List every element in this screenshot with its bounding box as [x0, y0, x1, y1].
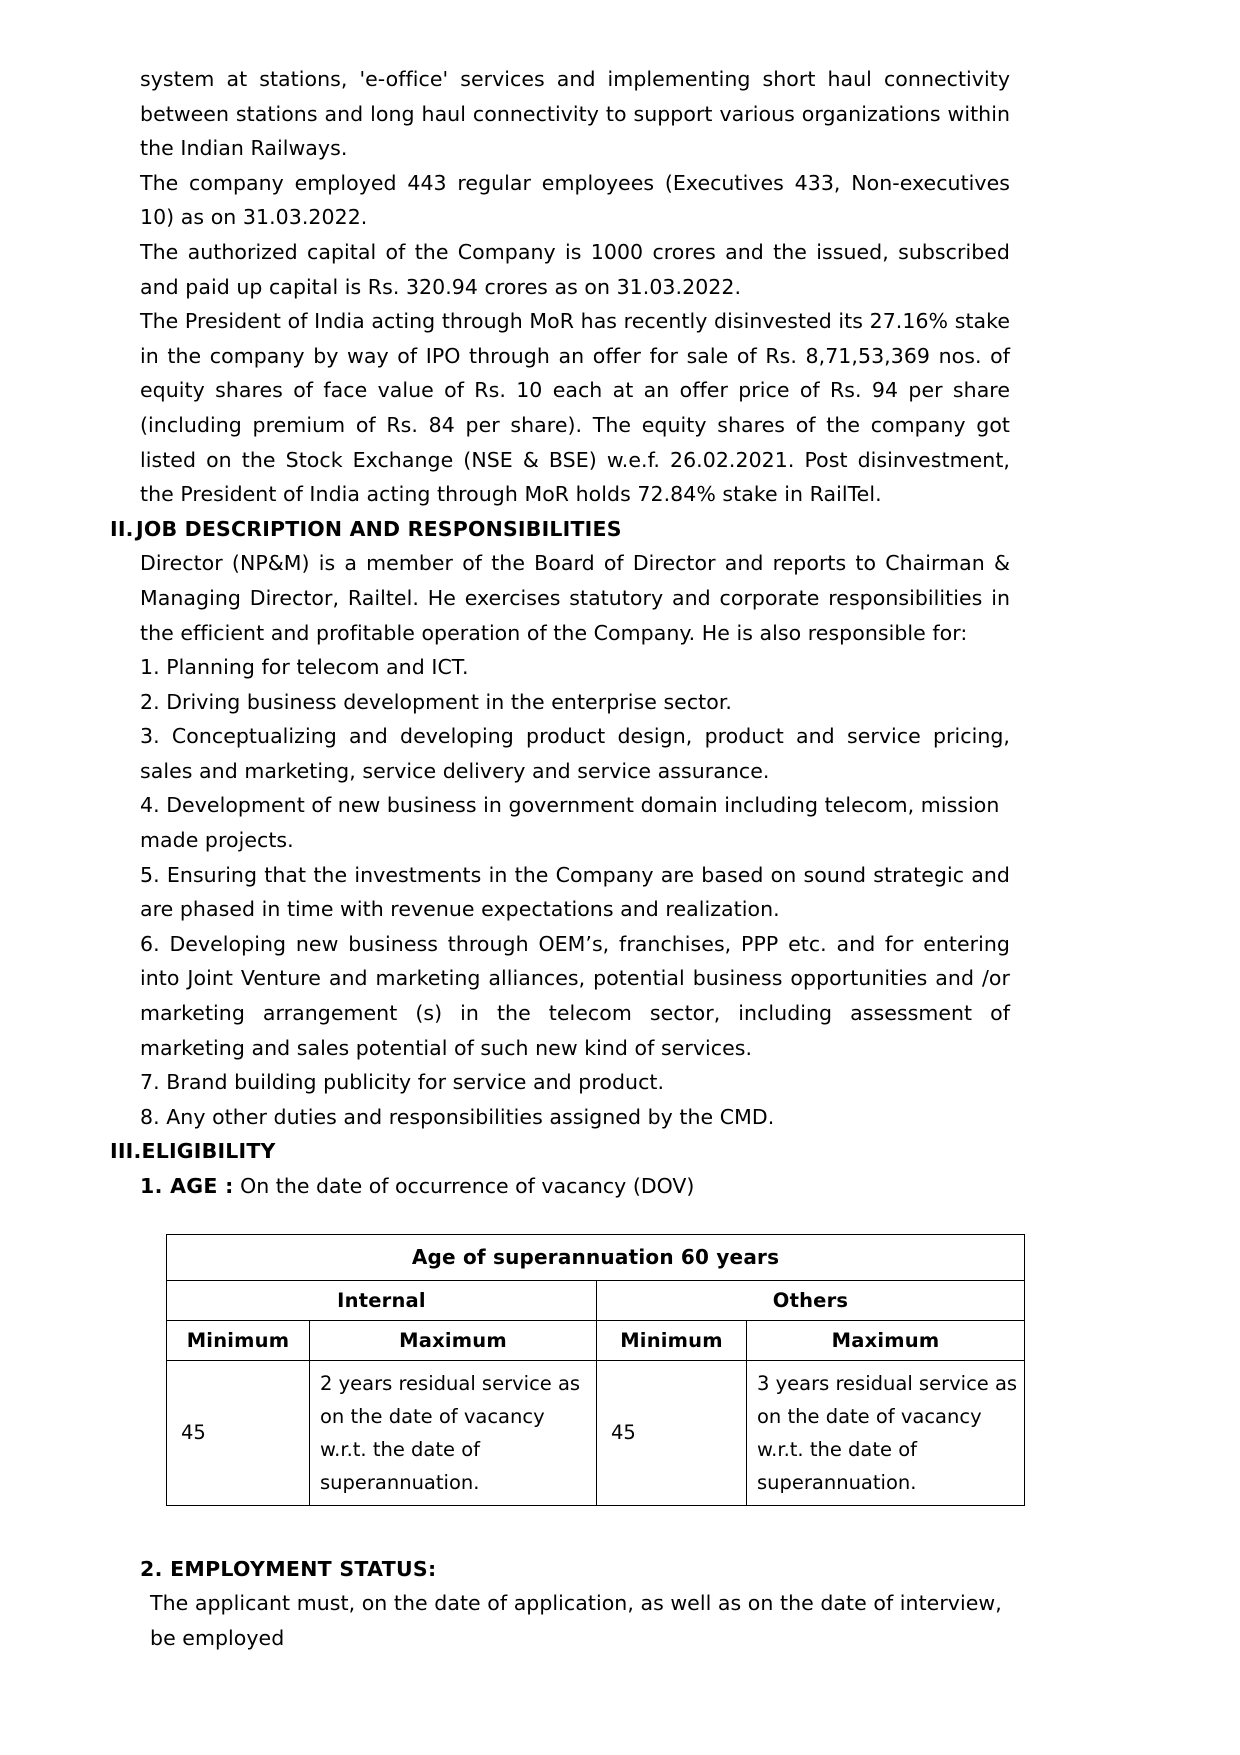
responsibility-item-1: 1. Planning for telecom and ICT.	[140, 655, 469, 680]
employment-status-heading	[110, 1552, 1010, 1587]
table-column-header-others-minimum: Minimum	[597, 1320, 747, 1360]
heading-eligibility-title: ELIGIBILITY	[141, 1139, 276, 1164]
paragraph-director-intro: Director (NP&M) is a member of the Board of Director and reports to Chairman & Managing Director, Railtel. He exercises statutory and corporate responsibilities in the efficient and profitable operation of the Company. He is also responsible for:	[140, 551, 1010, 645]
responsibility-item-6: 6. Developing new business through OEM’s, franchises, PPP etc. and for entering into Joint Venture and marketing alliances, potential business opportunities and /or marketing arrangement (s) in the telecom sector, including assessment of marketing and sales potential of such new kind of services.	[140, 931, 1010, 1060]
employment-status-label: 2. EMPLOYMENT STATUS:	[140, 1556, 437, 1581]
table-row-title	[167, 1234, 1025, 1280]
heading-eligibility	[110, 1134, 1010, 1169]
table-group-header-internal: Internal	[167, 1280, 597, 1320]
age-item-text: On the date of occurrence of vacancy (DOV)	[240, 1174, 695, 1198]
paragraph-intro-connectivity: system at stations, 'e-office' services and implementing short haul connectivity between stations and long haul connectivity to support various organizations within the Indian Railways.	[140, 67, 1010, 161]
table-column-header-others-maximum: Maximum	[747, 1320, 1025, 1360]
responsibility-item-2: 2. Driving business development in the enterprise sector.	[140, 689, 732, 714]
heading-job-description	[110, 512, 1010, 547]
cell-others-maximum: 3 years residual service as on the date of vacancy w.r.t. the date of superannuation.	[747, 1360, 1025, 1505]
table-row-column-headers	[167, 1320, 1025, 1360]
table-title-cell: Age of superannuation 60 years	[167, 1234, 1025, 1280]
responsibility-item-8: 8. Any other duties and responsibilities assigned by the CMD.	[140, 1104, 775, 1129]
table-row	[167, 1360, 1025, 1505]
heading-job-title: JOB DESCRIPTION AND RESPONSIBILITIES	[136, 516, 622, 541]
employment-status-text: The applicant must, on the date of application, as well as on the date of interview, be employed	[150, 1591, 1002, 1650]
cell-internal-maximum: 2 years residual service as on the date of vacancy w.r.t. the date of superannuation.	[310, 1360, 597, 1505]
responsibility-item-7: 7. Brand building publicity for service and product.	[140, 1070, 665, 1095]
table-column-header-internal-maximum: Maximum	[310, 1320, 597, 1360]
table-row-group-headers	[167, 1280, 1025, 1320]
cell-internal-minimum: 45	[167, 1360, 310, 1505]
responsibility-item-3: 3. Conceptualizing and developing product design, product and service pricing, sales and marketing, service delivery and service assurance.	[140, 724, 1010, 783]
paragraph-disinvestment: The President of India acting through MoR has recently disinvested its 27.16% stake in the company by way of IPO through an offer for sale of Rs. 8,71,53,369 nos. of equity shares of face value of Rs. 10 each at an offer price of Rs. 94 per share (including premium of Rs. 84 per share). The equity shares of the company got listed on the Stock Exchange (NSE & BSE) w.e.f. 26.02.2021. Post disinvestment, the President of India acting through MoR holds 72.84% stake in RailTel.	[140, 309, 1010, 507]
paragraph-employees: The company employed 443 regular employees (Executives 433, Non-executives 10) as on 31.03.2022.	[140, 170, 1010, 230]
responsibility-item-5: 5. Ensuring that the investments in the Company are based on sound strategic and are phased in time with revenue expectations and realization.	[140, 862, 1010, 922]
table-group-header-others: Others	[597, 1280, 1025, 1320]
spacer-before-table	[110, 1204, 1010, 1234]
heading-eligibility-numeral: III.	[110, 1139, 142, 1164]
age-item-label: 1. AGE :	[140, 1174, 234, 1198]
responsibility-item-4: 4. Development of new business in government domain including telecom, mission made projects.	[140, 793, 1000, 853]
spacer-after-table	[110, 1506, 1010, 1552]
age-eligibility-table	[166, 1234, 1025, 1506]
document-body	[110, 62, 1018, 1655]
heading-job-numeral: II.	[110, 516, 134, 541]
cell-others-minimum: 45	[597, 1360, 747, 1505]
table-column-header-internal-minimum: Minimum	[167, 1320, 310, 1360]
paragraph-capital: The authorized capital of the Company is 1000 crores and the issued, subscribed and paid up capital is Rs. 320.94 crores as on 31.03.2022.	[140, 239, 1010, 299]
age-item	[110, 1169, 1010, 1204]
